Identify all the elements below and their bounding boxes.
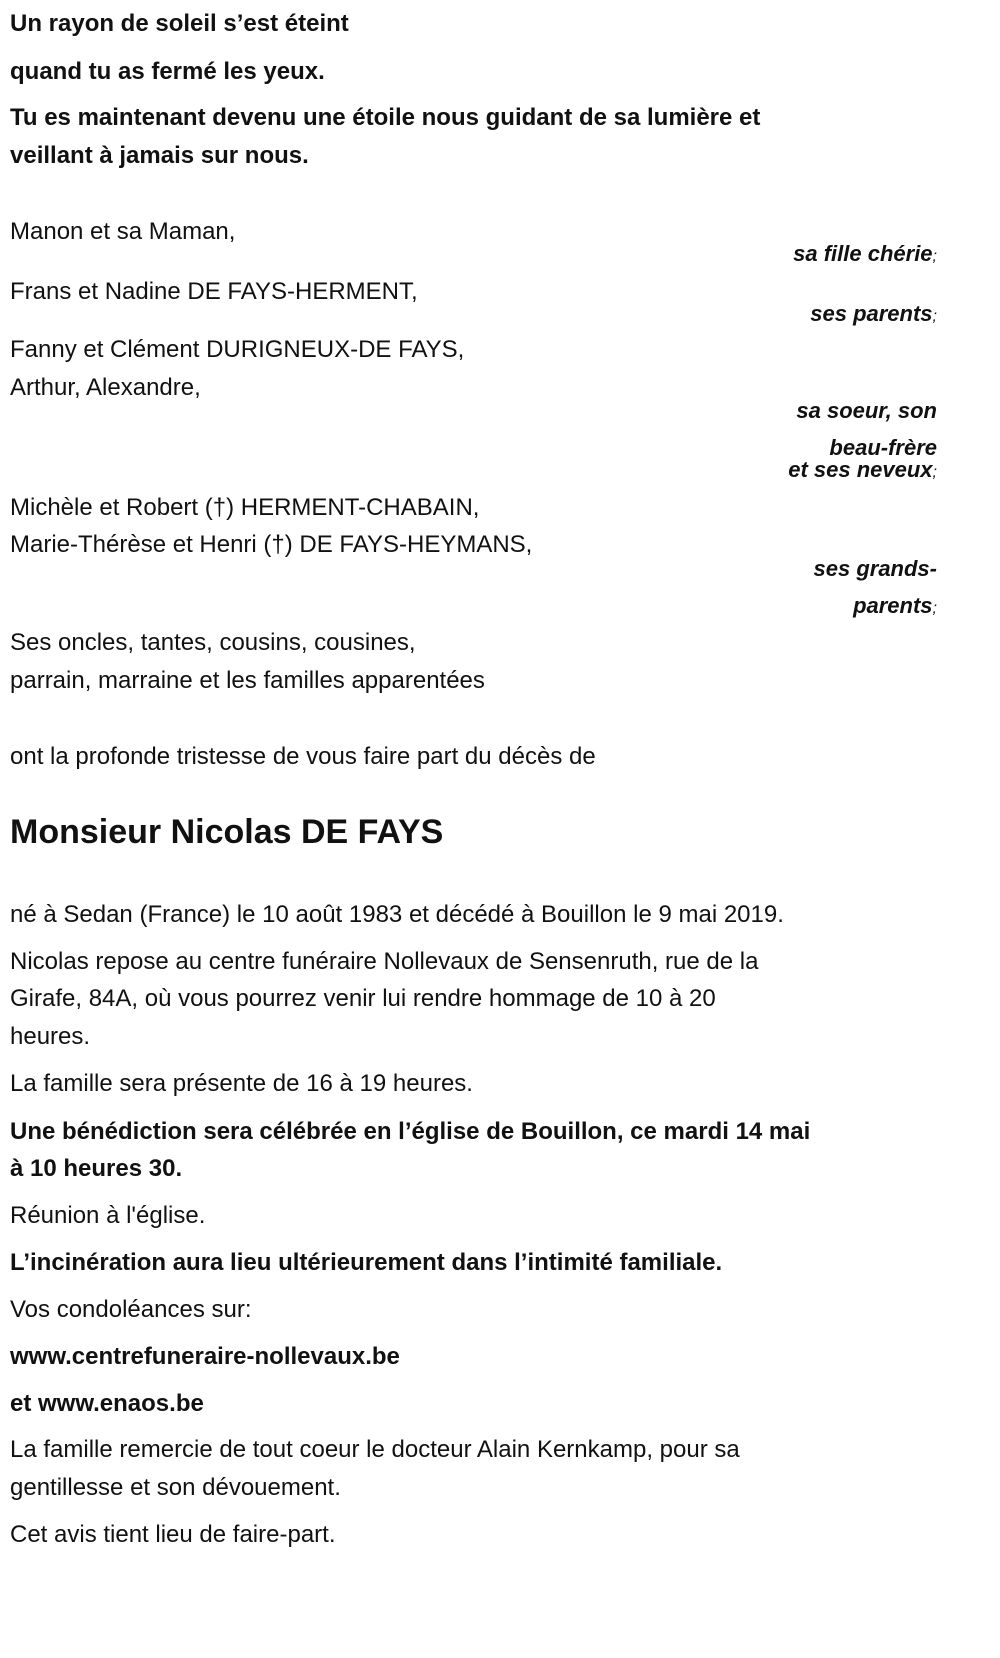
repose: Girafe, 84A, où vous pourrez venir lui rendre hommage de 10 à 20 bbox=[10, 985, 716, 1012]
family-daughter: Manon et sa Maman, bbox=[10, 218, 236, 245]
poem-line: Tu es maintenant devenu une étoile nous guidant de sa lumière et bbox=[10, 104, 761, 131]
repose: Nicolas repose au centre funéraire Nollevaux de Sensenruth, rue de la bbox=[10, 948, 759, 975]
family-grandparents: Marie-Thérèse et Henri (†) DE FAYS-HEYMANS, bbox=[10, 531, 533, 558]
announcement: ont la profonde tristesse de vous faire part du décès de bbox=[10, 743, 596, 770]
family-present: La famille sera présente de 16 à 19 heures. bbox=[10, 1070, 473, 1097]
role-grandparents: ses grands- bbox=[813, 556, 937, 581]
blessing: Une bénédiction sera célébrée en l’église de Bouillon, ce mardi 14 mai bbox=[10, 1118, 811, 1145]
cremation: L’incinération aura lieu ultérieurement dans l’intimité familiale. bbox=[10, 1249, 723, 1276]
family-grandparents: Michèle et Robert (†) HERMENT-CHABAIN, bbox=[10, 494, 480, 521]
semicolon: ; bbox=[932, 600, 937, 617]
condolences: Vos condoléances sur: bbox=[10, 1296, 252, 1323]
role-parents bbox=[810, 300, 937, 331]
family-others: Ses oncles, tantes, cousins, cousines, bbox=[10, 629, 416, 656]
role-text: ses parents bbox=[810, 301, 933, 326]
family-others: parrain, marraine et les familles apparentées bbox=[10, 667, 485, 694]
semicolon: ; bbox=[932, 308, 937, 325]
poem-line: quand tu as fermé les yeux. bbox=[10, 58, 325, 85]
role-text: parents bbox=[853, 593, 933, 618]
birth-death: né à Sedan (France) le 10 août 1983 et décédé à Bouillon le 9 mai 2019. bbox=[10, 901, 784, 928]
poem-line: veillant à jamais sur nous. bbox=[10, 142, 309, 169]
family-nephews: Arthur, Alexandre, bbox=[10, 374, 201, 401]
role-text: sa fille chérie bbox=[793, 241, 933, 266]
semicolon: ; bbox=[932, 248, 937, 265]
role-daughter bbox=[793, 240, 937, 271]
family-sister: Fanny et Clément DURIGNEUX-DE FAYS, bbox=[10, 336, 465, 363]
poem-line: Un rayon de soleil s’est éteint bbox=[10, 10, 349, 37]
role-sister bbox=[788, 456, 937, 487]
role-text: et ses neveux bbox=[788, 457, 933, 482]
condolences-link[interactable]: www.centrefuneraire-nollevaux.be bbox=[10, 1343, 400, 1370]
blessing: à 10 heures 30. bbox=[10, 1155, 183, 1182]
semicolon: ; bbox=[932, 464, 937, 481]
role-sister: sa soeur, son bbox=[796, 398, 937, 423]
thanks: La famille remercie de tout coeur le docteur Alain Kernkamp, pour sa bbox=[10, 1436, 740, 1463]
role-grandparents bbox=[853, 592, 937, 623]
repose: heures. bbox=[10, 1023, 91, 1050]
family-parents: Frans et Nadine DE FAYS-HERMENT, bbox=[10, 278, 418, 305]
deceased-name: Monsieur Nicolas DE FAYS bbox=[10, 813, 444, 851]
role-sister: beau-frère bbox=[829, 435, 937, 460]
meeting: Réunion à l'église. bbox=[10, 1202, 206, 1229]
closing: Cet avis tient lieu de faire-part. bbox=[10, 1521, 336, 1548]
thanks: gentillesse et son dévouement. bbox=[10, 1474, 341, 1501]
condolences-link[interactable]: et www.enaos.be bbox=[10, 1390, 204, 1417]
